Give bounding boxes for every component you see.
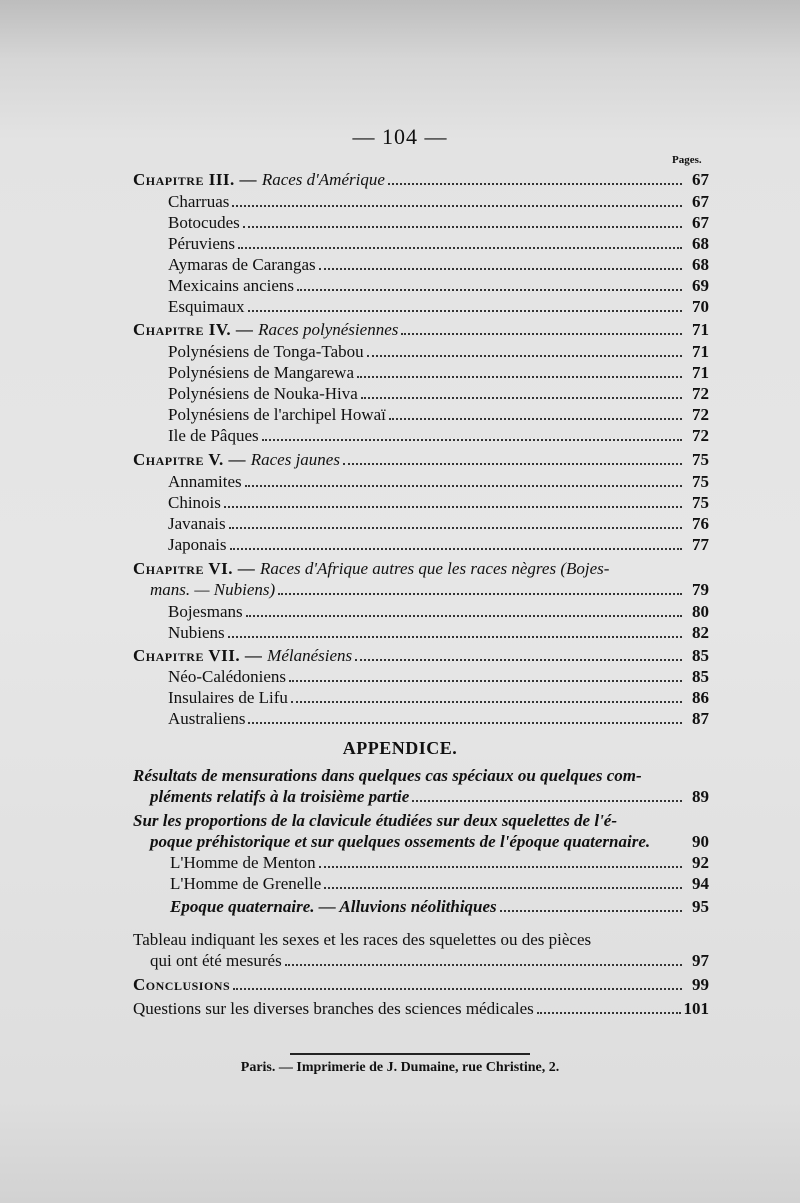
leader-dots bbox=[228, 635, 682, 638]
appendix-resultats-line1: Résultats de mensurations dans quelques cas spéciaux ou quelques com- bbox=[133, 766, 642, 785]
entry-title: Polynésiens de Nouka-Hiva bbox=[168, 384, 358, 403]
page-ref: 79 bbox=[692, 580, 709, 599]
toc-chapter-6-line2 bbox=[150, 580, 709, 600]
page-ref: 68 bbox=[692, 234, 709, 253]
page-ref: 72 bbox=[692, 426, 709, 445]
page-ref: 75 bbox=[692, 450, 709, 469]
toc-entry bbox=[170, 853, 709, 873]
toc-entry bbox=[170, 874, 709, 894]
toc-entry bbox=[168, 426, 709, 446]
chapter-title: Races d'Amérique bbox=[261, 170, 385, 189]
leader-dots bbox=[262, 438, 682, 441]
chapter-title: Races d'Afrique autres que les races nègres (Bojes- bbox=[260, 559, 610, 578]
entry-title: Nubiens bbox=[168, 623, 225, 642]
appendix-heading: APPENDICE. bbox=[342, 738, 458, 758]
leader-dots bbox=[232, 204, 682, 207]
leader-dots bbox=[246, 614, 682, 617]
page-ref: 68 bbox=[692, 255, 709, 274]
leader-dots bbox=[500, 909, 682, 912]
page-ref: 80 bbox=[692, 602, 709, 621]
leader-dots bbox=[229, 526, 682, 529]
page-ref: 67 bbox=[692, 170, 709, 189]
entry-title: Botocudes bbox=[168, 213, 240, 232]
page-ref: 82 bbox=[692, 623, 709, 642]
leader-dots bbox=[388, 182, 682, 185]
entry-title: Aymaras de Carangas bbox=[168, 255, 316, 274]
chapter-title: Races jaunes bbox=[250, 450, 340, 469]
page-ref: 99 bbox=[692, 975, 709, 994]
toc-entry bbox=[168, 623, 709, 643]
leader-dots bbox=[291, 700, 682, 703]
page-ref: 76 bbox=[692, 514, 709, 533]
leader-dots bbox=[653, 846, 682, 847]
page-ref: 67 bbox=[692, 213, 709, 232]
page-ref: 85 bbox=[692, 646, 709, 665]
page-ref: 67 bbox=[692, 192, 709, 211]
entry-title: Charruas bbox=[168, 192, 230, 211]
entry-title: Polynésiens de l'archipel Howaï bbox=[168, 405, 386, 424]
entry-title: Bojesmans bbox=[168, 602, 243, 621]
toc-entry bbox=[168, 297, 709, 317]
leader-dots bbox=[361, 396, 682, 399]
page-number: — 104 — bbox=[352, 124, 448, 149]
entry-title: L'Homme de Grenelle bbox=[170, 874, 322, 893]
page-ref: 92 bbox=[692, 853, 709, 872]
leader-dots bbox=[324, 886, 682, 889]
toc-entry bbox=[168, 213, 709, 233]
entry-title: Insulaires de Lifu bbox=[168, 688, 288, 707]
toc-chapter-7 bbox=[133, 646, 709, 666]
toc-entry bbox=[168, 472, 709, 492]
page-ref: 85 bbox=[692, 667, 709, 686]
divider-rule bbox=[290, 1053, 530, 1055]
page-ref: 71 bbox=[692, 363, 709, 382]
appendix-tableau-line2 bbox=[150, 951, 709, 971]
toc-entry bbox=[168, 276, 709, 296]
leader-dots bbox=[355, 658, 682, 661]
entry-title: Esquimaux bbox=[168, 297, 245, 316]
entry-title: Polynésiens de Tonga-Tabou bbox=[168, 342, 364, 361]
entry-title: Péruviens bbox=[168, 234, 236, 253]
toc-entry bbox=[168, 688, 709, 708]
leader-dots bbox=[285, 963, 682, 966]
toc-entry bbox=[168, 493, 709, 513]
leader-dots bbox=[289, 679, 682, 682]
chapter-prefix: Chapitre VII. — bbox=[133, 646, 268, 665]
toc-entry bbox=[168, 342, 709, 362]
chapter-title-cont: mans. — Nubiens) bbox=[150, 580, 276, 599]
entry-title: Conclusions bbox=[133, 975, 231, 994]
page-ref: 86 bbox=[692, 688, 709, 707]
page-ref: 95 bbox=[692, 897, 709, 916]
chapter-prefix: Chapitre IV. — bbox=[133, 320, 259, 339]
toc-chapter-5 bbox=[133, 450, 709, 470]
toc-chapter-6-line1 bbox=[133, 559, 709, 579]
page-ref: 97 bbox=[692, 951, 709, 970]
toc-entry bbox=[168, 667, 709, 687]
leader-dots bbox=[319, 267, 682, 270]
chapter-title: Races polynésiennes bbox=[258, 320, 399, 339]
toc-entry bbox=[168, 363, 709, 383]
leader-dots bbox=[357, 375, 682, 378]
chapter-title: Mélanésiens bbox=[267, 646, 353, 665]
toc-entry bbox=[168, 405, 709, 425]
entry-title: L'Homme de Menton bbox=[170, 853, 316, 872]
entry-title: Australiens bbox=[168, 709, 246, 728]
entry-title: Ile de Pâques bbox=[168, 426, 259, 445]
appendix-tableau-line1 bbox=[133, 930, 709, 950]
leader-dots bbox=[297, 288, 682, 291]
leader-dots bbox=[367, 354, 682, 357]
leader-dots bbox=[243, 225, 682, 228]
entry-title: Questions sur les diverses branches des sciences médicales bbox=[133, 999, 534, 1018]
page-ref: 70 bbox=[692, 297, 709, 316]
toc-chapter-4 bbox=[133, 320, 709, 340]
leader-dots bbox=[248, 721, 682, 724]
entry-title: Japonais bbox=[168, 535, 227, 554]
toc-entry bbox=[168, 192, 709, 212]
toc-entry bbox=[168, 535, 709, 555]
page-ref: 71 bbox=[692, 320, 709, 339]
toc-entry bbox=[168, 255, 709, 275]
leader-dots bbox=[401, 332, 682, 335]
entry-title: Polynésiens de Mangarewa bbox=[168, 363, 355, 382]
page-ref: 101 bbox=[683, 999, 709, 1018]
toc-entry bbox=[168, 384, 709, 404]
leader-dots bbox=[389, 417, 682, 420]
entry-title: qui ont été mesurés bbox=[150, 951, 282, 970]
leader-dots bbox=[537, 1011, 681, 1014]
toc-entry bbox=[168, 514, 709, 534]
entry-title: Annamites bbox=[168, 472, 242, 491]
leader-dots bbox=[248, 309, 683, 312]
entry-title: poque préhistorique et sur quelques ossements de l'époque quaternaire. bbox=[150, 832, 651, 851]
toc-questions bbox=[133, 999, 709, 1019]
entry-title: Néo-Calédoniens bbox=[168, 667, 287, 686]
entry-title: pléments relatifs à la troisième partie bbox=[150, 787, 410, 806]
page-ref: 75 bbox=[692, 472, 709, 491]
page-ref: 71 bbox=[692, 342, 709, 361]
toc-entry bbox=[168, 234, 709, 254]
leader-dots bbox=[319, 865, 682, 868]
leader-dots bbox=[238, 246, 682, 249]
entry-title: Mexicains anciens bbox=[168, 276, 295, 295]
leader-dots bbox=[278, 592, 682, 595]
page-ref: 89 bbox=[692, 787, 709, 806]
page-ref: 69 bbox=[692, 276, 709, 295]
toc-entry bbox=[168, 602, 709, 622]
page-ref: 77 bbox=[692, 535, 709, 554]
appendix-clavicule-line1: Sur les proportions de la clavicule étudiées sur deux squelettes de l'é- bbox=[133, 811, 618, 830]
page-ref: 94 bbox=[692, 874, 709, 893]
page-ref: 87 bbox=[692, 709, 709, 728]
toc-entry bbox=[170, 897, 709, 917]
entry-title: Chinois bbox=[168, 493, 221, 512]
appendix-resultats-line2 bbox=[150, 787, 709, 807]
imprint-line: Paris. — Imprimerie de J. Dumaine, rue Christine, 2. bbox=[240, 1060, 560, 1075]
leader-dots bbox=[343, 462, 682, 465]
chapter-prefix: Chapitre VI. — bbox=[133, 559, 261, 578]
leader-dots bbox=[224, 505, 682, 508]
page-ref: 72 bbox=[692, 405, 709, 424]
entry-title: Epoque quaternaire. — Alluvions néolithiques bbox=[170, 897, 497, 916]
toc-entry bbox=[168, 709, 709, 729]
page-ref: 72 bbox=[692, 384, 709, 403]
appendix-clavicule-line2 bbox=[150, 832, 709, 852]
chapter-prefix: Chapitre V. — bbox=[133, 450, 251, 469]
entry-title: Javanais bbox=[168, 514, 226, 533]
toc-chapter-3 bbox=[133, 170, 709, 190]
leader-dots bbox=[412, 799, 682, 802]
leader-dots bbox=[245, 484, 682, 487]
chapter-prefix: Chapitre III. — bbox=[133, 170, 262, 189]
leader-dots bbox=[230, 547, 682, 550]
entry-title: Tableau indiquant les sexes et les races des squelettes ou des pièces bbox=[133, 930, 592, 949]
page-ref: 90 bbox=[692, 832, 709, 851]
leader-dots bbox=[233, 987, 682, 990]
toc-conclusions bbox=[133, 975, 709, 995]
pages-column-header: Pages. bbox=[672, 154, 702, 166]
page-ref: 75 bbox=[692, 493, 709, 512]
